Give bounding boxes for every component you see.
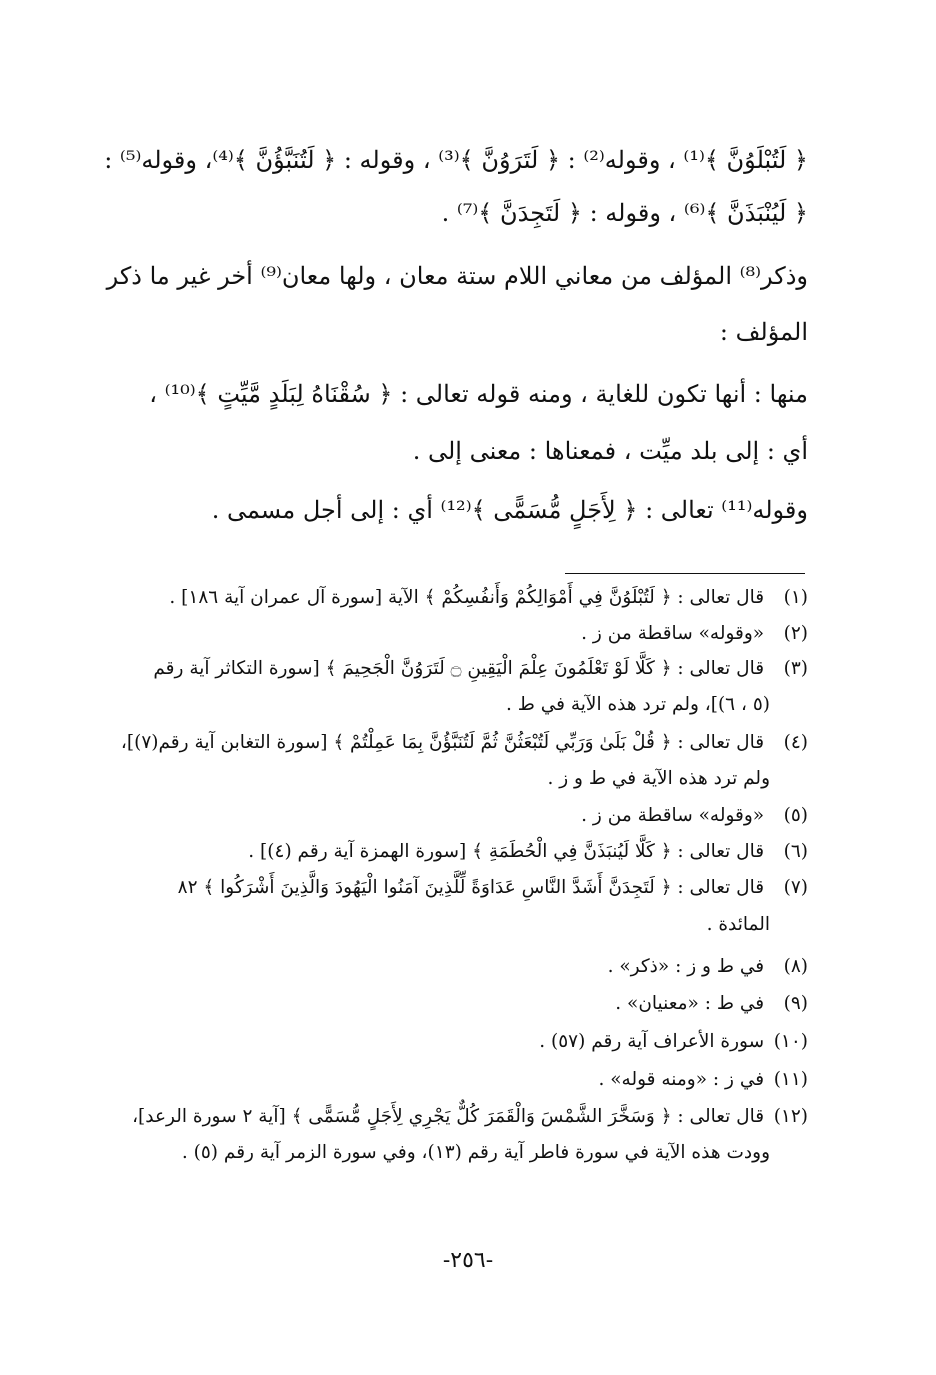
- footnote-number: (١١): [773, 1069, 808, 1090]
- footnote-number: (٩): [783, 993, 808, 1014]
- footnote-number: (٤): [783, 732, 808, 753]
- footnote-4-continued: ولم ترد هذه الآية في ط و ز .: [547, 768, 770, 789]
- footnote-8: [608, 956, 808, 977]
- footnote-separator: [565, 573, 805, 574]
- page-number: -٢٥٦-: [442, 1248, 494, 1273]
- footnote-2: [581, 623, 808, 644]
- footnote-number: (٦): [783, 841, 808, 862]
- footnote-1: [169, 587, 808, 608]
- footnote-number: (١): [783, 587, 808, 608]
- footnote-11: [598, 1069, 808, 1090]
- footnote-text: «وقوله» ساقطة من ز .: [581, 623, 765, 644]
- footnote-3: [153, 658, 808, 679]
- footnote-text: سورة الأعراف آية رقم (٥٧) .: [539, 1031, 765, 1052]
- footnote-text: في ط : «معنيان» .: [615, 993, 765, 1014]
- footnote-7-continued: المائدة .: [706, 914, 770, 935]
- footnote-12: [132, 1106, 808, 1127]
- footnote-4: [121, 732, 808, 753]
- footnote-number: (٥): [783, 805, 808, 826]
- footnote-number: (١٢): [773, 1106, 808, 1127]
- footnote-9: [615, 993, 808, 1014]
- footnote-text: في ز : «ومنه قوله» .: [598, 1069, 765, 1090]
- footnote-text: قال تعالى : ﴿ كَلَّا لَيُنبَذَنَّ فِي الْحُطَمَةِ ﴾ [سورة الهمزة آية رقم (٤)] .: [248, 841, 765, 862]
- footnote-text: قال تعالى : ﴿ لَتَجِدَنَّ أَشَدَّ النَّاسِ عَدَاوَةً لِّلَّذِينَ آمَنُوا الْيَهُودَ وَالَّذِينَ أَشْرَكُوا ﴾ ٨٢: [177, 877, 765, 898]
- footnote-text: قال تعالى : ﴿ لَتُبْلَوُنَّ فِي أَمْوَالِكُمْ وَأَنفُسِكُمْ ﴾ الآية [سورة آل عمران آية ١٨٦] .: [169, 587, 765, 608]
- body-line-3: وذكر⁽⁸⁾ المؤلف من معاني اللام ستة معان ، ولها معان⁽⁹⁾ أخر غير ما ذكر: [106, 262, 808, 290]
- footnote-text: قال تعالى : ﴿ قُلْ بَلَىٰ وَرَبِّي لَتُبْعَثُنَّ ثُمَّ لَتُنَبَّؤُنَّ بِمَا عَمِلْتُمْ ﴾ [سورة التغابن آية رقم(٧)]،: [120, 732, 765, 753]
- footnote-number: (٨): [783, 956, 808, 977]
- footnote-number: (١٠): [773, 1031, 808, 1052]
- footnote-text: «وقوله» ساقطة من ز .: [581, 805, 765, 826]
- footnote-number: (٧): [783, 877, 808, 898]
- footnote-6: [248, 841, 808, 862]
- footnote-12-continued: وودت هذه الآية في سورة فاطر آية رقم (١٣)، وفي سورة الزمر آية رقم (٥) .: [181, 1142, 770, 1163]
- footnote-3-continued: (٥ ، ٦)]، ولم ترد هذه الآية في ط .: [505, 694, 770, 715]
- body-line-7: وقوله⁽¹¹⁾ تعالى : ﴿ لِأَجَلٍ مُّسَمًّى ﴾⁽¹²⁾ أي : إلى أجل مسمى .: [211, 496, 808, 524]
- footnote-text: قال تعالى : ﴿ وَسَخَّرَ الشَّمْسَ وَالْقَمَرَ كُلٌّ يَجْرِي لِأَجَلٍ مُّسَمًّى ﴾ [آية ٢ سورة الرعد]،: [132, 1106, 765, 1127]
- footnote-10: [539, 1031, 808, 1052]
- footnote-number: (٢): [783, 623, 808, 644]
- footnote-text: قال تعالى : ﴿ كَلَّا لَوْ تَعْلَمُونَ عِلْمَ الْيَقِينِ ۝ لَتَرَوُنَّ الْجَحِيمَ ﴾ [سورة التكاثر آية رقم: [153, 658, 765, 679]
- footnote-5: [581, 805, 808, 826]
- body-line-2: ﴿ لَيُنْبَذَنَّ ﴾⁽⁶⁾ ، وقوله : ﴿ لَتَجِدَنَّ ﴾⁽⁷⁾ .: [441, 199, 808, 227]
- footnote-7: [178, 877, 808, 898]
- body-line-1: ﴿ لَتُبْلَوُنَّ ﴾⁽¹⁾ ، وقوله⁽²⁾ : ﴿ لَتَرَوُنَّ ﴾⁽³⁾ ، وقوله : ﴿ لَتُنَبَّؤُنَّ ﴾⁽⁴⁾، وقوله⁽⁵⁾ :: [104, 146, 808, 174]
- footnote-number: (٣): [783, 658, 808, 679]
- body-line-5: منها : أنها تكون للغاية ، ومنه قوله تعالى : ﴿ سُقْنَاهُ لِبَلَدٍ مَّيِّتٍ ﴾⁽¹⁰⁾ ،: [149, 380, 808, 408]
- body-line-6: أي : إلى بلد ميِّت ، فمعناها : معنى إلى .: [412, 437, 808, 465]
- footnote-text: في ط و ز : «ذكر» .: [607, 956, 765, 977]
- body-line-4: المؤلف :: [719, 318, 808, 346]
